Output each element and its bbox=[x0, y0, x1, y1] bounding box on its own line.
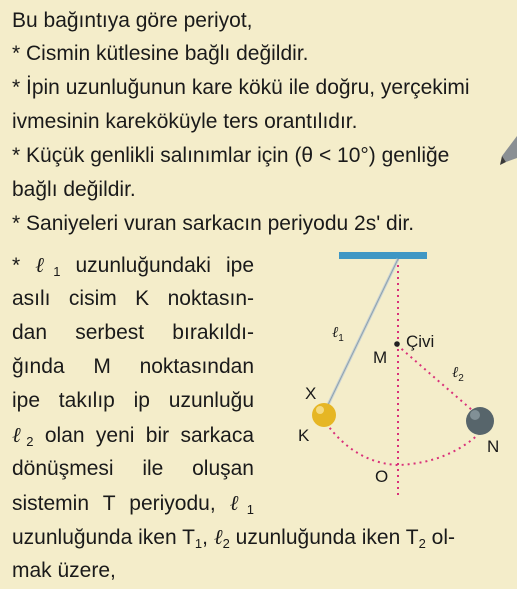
para-line-8 bbox=[12, 490, 254, 517]
subscript: 2 bbox=[222, 536, 230, 551]
subscript: 2 bbox=[26, 434, 34, 449]
subscript: 1 bbox=[53, 264, 61, 279]
string-l2-dotted bbox=[397, 345, 480, 417]
rule-seconds-pendulum: * Saniyeleri vuran sarkacın periyodu 2s' dir. bbox=[12, 212, 415, 235]
para-text: , bbox=[202, 526, 214, 549]
para-text: uzunluğunda iken T bbox=[12, 526, 195, 549]
label-m: M bbox=[373, 348, 388, 367]
para-line-4: ğında M noktasından bbox=[12, 355, 254, 378]
rule-amplitude-2: bağlı değildir. bbox=[12, 178, 136, 201]
para-line-7: dönüşmesi ile oluşan bbox=[12, 457, 254, 480]
rule-length-2: ivmesinin kareköküyle ters orantılıdır. bbox=[12, 110, 358, 133]
ell-symbol: ℓ bbox=[213, 525, 223, 549]
subscript: 2 bbox=[418, 536, 426, 551]
label-civi: Çivi bbox=[406, 332, 435, 351]
para-line-3: dan serbest bırakıldı- bbox=[12, 321, 254, 344]
para-text: ol- bbox=[425, 526, 455, 549]
para-line-5: ipe takılıp ip uzunluğu bbox=[12, 389, 254, 412]
label-k: K bbox=[298, 426, 310, 445]
ell-symbol: ℓ bbox=[35, 253, 54, 277]
pencil-icon bbox=[500, 136, 517, 166]
para-text: uzunluğunda iken T bbox=[229, 526, 419, 549]
nail-point bbox=[394, 341, 400, 347]
ell-symbol: ℓ bbox=[12, 423, 27, 447]
ceiling-bar bbox=[339, 252, 427, 259]
swing-arc bbox=[326, 423, 483, 465]
para-line-9 bbox=[12, 524, 455, 551]
bob-k-highlight bbox=[316, 406, 324, 414]
para-line-2: asılı cisim K noktasın- bbox=[12, 287, 254, 310]
bob-n-highlight bbox=[470, 410, 480, 420]
ell-symbol: ℓ bbox=[229, 491, 247, 515]
para-line-6 bbox=[12, 422, 254, 449]
rule-length-1: * İpin uzunluğunun kare kökü ile doğru, yerçekimi bbox=[12, 76, 470, 99]
label-l2: ℓ$_2$ bbox=[452, 363, 464, 384]
subscript: 1 bbox=[246, 502, 255, 517]
rule-amplitude-1: * Küçük genlikli salınımlar için (θ < 10°) genliğe bbox=[12, 144, 450, 167]
bob-k bbox=[312, 403, 336, 427]
intro-line: Bu bağıntıya göre periyot, bbox=[12, 9, 253, 32]
pendulum-diagram bbox=[255, 245, 517, 505]
label-n: N bbox=[487, 437, 500, 456]
para-text: sistemin T periyodu, bbox=[12, 492, 230, 515]
label-o: O bbox=[375, 467, 389, 486]
rule-mass: * Cismin kütlesine bağlı değildir. bbox=[12, 42, 309, 65]
bullet-star: * bbox=[12, 254, 21, 277]
para-text: uzunluğundaki ipe bbox=[60, 254, 254, 277]
label-l1: ℓ$_1$ bbox=[332, 323, 344, 344]
subscript: 1 bbox=[194, 536, 203, 551]
label-x: X bbox=[305, 384, 317, 403]
para-line-1 bbox=[12, 252, 254, 279]
bob-n bbox=[466, 407, 494, 435]
para-text: olan yeni bir sarkaca bbox=[33, 424, 254, 447]
para-line-10: mak üzere, bbox=[12, 559, 116, 582]
